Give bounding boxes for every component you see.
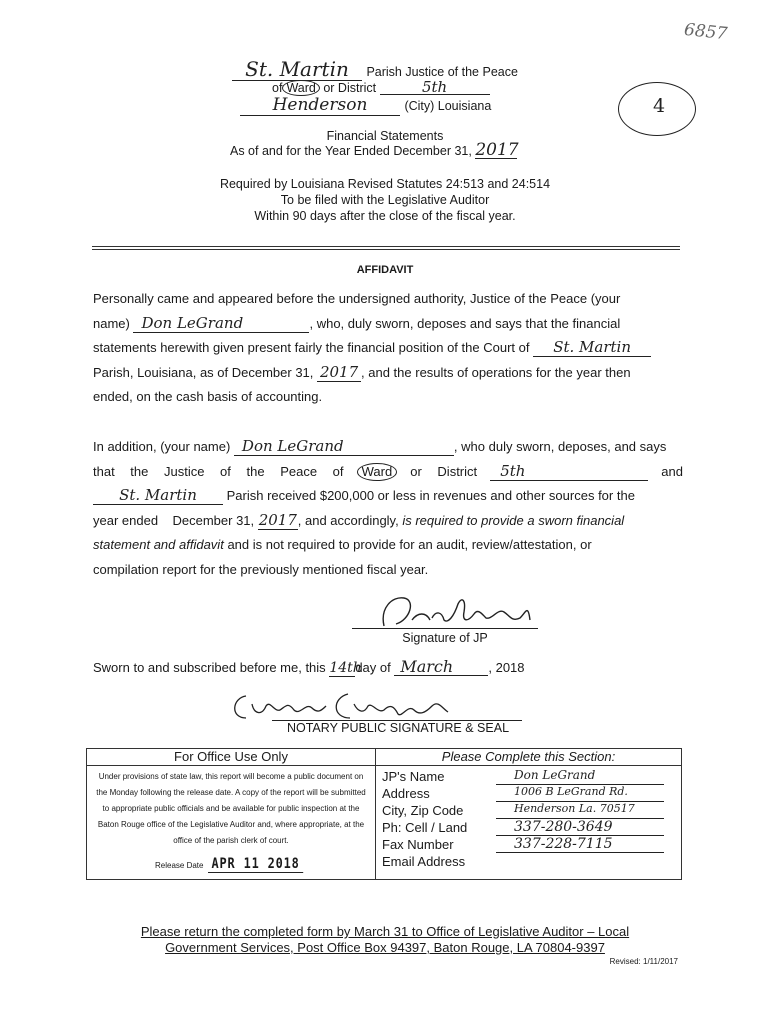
year-line [230,142,570,159]
corner-note: 6857 [683,19,729,45]
footer-line-1: Please return the completed form by March 31 to Office of Legislative Auditor – Local [140,924,630,939]
p1-line-4 [93,361,683,386]
p1-line-5: ended, on the cash basis of accounting. [93,389,323,404]
field-row-fax [382,836,681,853]
p1-line-2-rest: , who, duly sworn, deposes and says that the financial [309,315,621,331]
jp-signature-line [352,628,538,629]
p2-line-6: compilation report for the previously mentioned fiscal year. [93,561,429,577]
affidavit-paragraph-2 [93,435,683,582]
field-value-address: 1006 B LeGrand Rd. [496,785,664,802]
p2-district-label: or District [410,463,478,479]
office-left-text: Under provisions of state law, this report will become a public document on the Monday following the release date. A copy of the report will be submitted to appropriate public officials and be available for public inspection at the Baton Rouge office of the Legislative Auditor and, where appropriate, at the office of the parish clerk of court. [96,772,366,845]
p2-jp-label: that the Justice of the Peace of [93,463,344,479]
parish-field: St. Martin [232,58,362,81]
release-label: Release Date [155,861,204,870]
year-field: 2017 [475,140,519,160]
p2-line-4 [93,509,683,534]
ward-circled: Ward [282,80,319,96]
jp-signature-label: Signature of JP [402,631,488,645]
p2-line-3-rest: Parish received $200,000 or less in revenues and other sources for the [226,488,635,503]
p2-year-field: 2017 [258,510,297,529]
p1-year-field: 2017 [317,364,361,382]
footer-line-2: Government Services, Post Office Box 94397, Baton Rouge, LA 70804-9397 [165,940,605,955]
p2-parish-field: St. Martin [93,487,223,505]
p2-line-3 [93,484,683,509]
office-right [376,749,681,879]
p2-line-1 [93,435,683,460]
req-line-2: To be filed with the Legislative Auditor [280,193,490,207]
p1-line-1: Personally came and appeared before the undersigned authority, Justice of the Peace (your [93,291,621,306]
ward-prefix: of [272,81,283,95]
circled-number-text: 4 [653,95,666,117]
notary-signature-scribble [228,688,458,724]
office-box [86,748,682,880]
sworn-month-field: March [394,658,488,676]
field-value-email [496,853,646,870]
ward-suffix: or District [323,81,377,95]
p2-accordingly: , and accordingly, [297,512,399,528]
field-value-jp-name: Don LeGrand [496,768,664,785]
header-parish-line [232,58,562,81]
p2-and-label: and [661,463,683,479]
req-line-3: Within 90 days after the close of the fiscal year. [254,209,516,223]
p2-line-2 [93,460,683,485]
revised-date: Revised: 1/11/2017 [609,957,678,966]
field-label-email: Email Address [382,854,466,869]
header-ward-line [272,80,532,95]
field-label-city-zip: City, Zip Code [382,803,464,818]
year-line-text: As of and for the Year Ended December 31, [230,144,472,158]
city-suffix: (City) Louisiana [404,99,492,113]
sworn-dayof-label: day of [355,660,391,675]
p1-court-field: St. Martin [533,339,651,357]
release-stamp: APR 11 2018 [208,856,303,873]
field-label-fax: Fax Number [382,837,454,852]
sworn-label: Sworn to and subscribed before me, this [93,660,326,675]
sworn-year: , 2018 [488,660,525,675]
p1-name-field: Don LeGrand [133,315,309,333]
office-right-title: Please Complete this Section: [376,749,681,766]
office-left-title: For Office Use Only [87,749,375,766]
p1-year-label: Parish, Louisiana, as of December 31, [93,364,314,380]
req-line-1: Required by Louisiana Revised Statutes 24:513 and 24:514 [219,177,551,191]
fields-list [376,766,681,870]
p1-court-label: statements herewith given present fairly the financial position of the Court of [93,340,530,355]
p2-name-field: Don LeGrand [234,438,454,456]
field-value-phone: 337-280-3649 [496,819,664,836]
p2-line-1-rest: , who duly sworn, deposes, and says [453,439,667,454]
circled-number [618,82,696,136]
field-row-city-zip [382,802,681,819]
doc-title: Financial Statements [326,129,444,143]
sworn-line [93,658,613,677]
header-city-line [240,96,540,116]
office-left [87,749,376,879]
p2-year-label: year ended December 31, [93,512,255,528]
p1-line-2 [93,312,683,337]
p2-line-5-rest: and is not required to provide for an audit, review/attestation, or [227,537,592,552]
section-divider [92,246,680,250]
affidavit-title: AFFIDAVIT [356,264,414,276]
notary-label: NOTARY PUBLIC SIGNATURE & SEAL [286,721,510,735]
p2-line-5 [93,533,683,558]
field-row-email [382,853,681,870]
affidavit-paragraph-1 [93,287,683,410]
field-label-phone: Ph: Cell / Land [382,820,468,835]
field-label-address: Address [382,786,430,801]
p2-district-field: 5th [490,463,648,481]
p2-name-label: In addition, (your name) [93,439,231,454]
field-row-address [382,785,681,802]
field-label-jp-name: JP's Name [382,769,445,784]
p2-ward-circled: Ward [357,463,398,481]
district-field: 5th [380,80,490,95]
release-row [155,855,375,873]
field-value-city-zip: Henderson La. 70517 [496,802,664,819]
city-field: Henderson [240,96,400,116]
p1-name-label: name) [93,315,130,331]
field-value-fax: 337-228-7115 [496,836,664,853]
parish-suffix: Parish Justice of the Peace [366,65,518,79]
sworn-day-field: 14th [329,660,362,676]
p1-line-4-rest: , and the results of operations for the year then [361,364,631,380]
p2-required-italic: is required to provide a sworn financial [402,512,625,528]
field-row-jp-name [382,768,681,785]
p1-line-3 [93,336,683,361]
p2-statement-italic: statement and affidavit [93,537,224,552]
field-row-phone [382,819,681,836]
